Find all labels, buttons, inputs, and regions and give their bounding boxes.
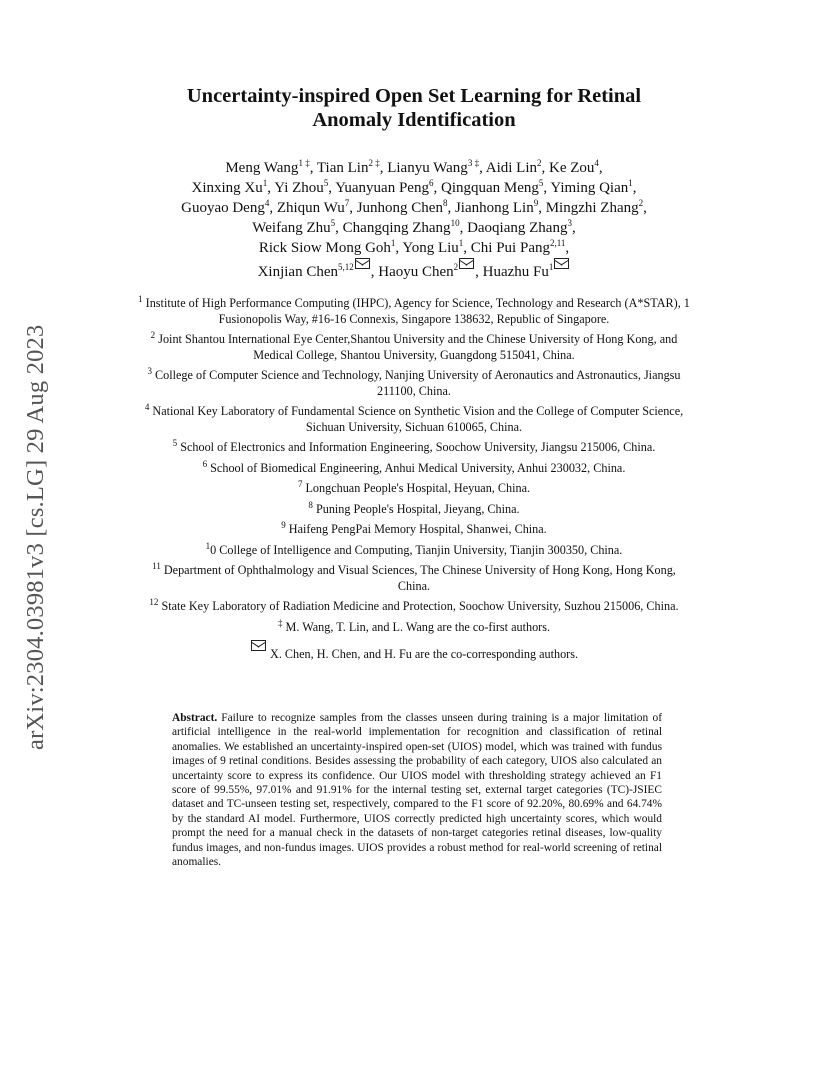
author: Qingquan Meng$^5$ xyxy=(440,178,544,196)
corresponding-author-note: X. Chen, H. Chen, and H. Fu are the co-corresponding authors. xyxy=(136,640,692,663)
author: Meng Wang$^{1 \ddagger}$ xyxy=(225,158,310,176)
affiliation: $^3$ College of Computer Science and Technology, Nanjing University of Aeronautics and Astronautics, Jiangsu 211100, China. xyxy=(147,365,681,398)
envelope-icon xyxy=(459,258,474,269)
abstract-text: Failure to recognize samples from the classes unseen during training is a major limitation of artificial intelligence in the real-world implementation for recognition and classification of retinal anomalies. We established an uncertainty-inspired open-set (UIOS) model, which was trained with fundus images of 9 retinal conditions. Besides assessing the probability of each category, UIOS also calculated an uncertainty score to express its confidence. Our UIOS model with thresholding strategy achieved an F1 score of 99.55%, 97.01% and 91.91% for the internal testing set, external target categories (TC)-JSIEC dataset and TC-unseen testing set, respectively, compared to the F1 score of 92.20%, 80.69% and 64.74% by the standard AI model. Furthermore, UIOS correctly predicted high uncertainty scores, which would prompt the need for a manual check in the datasets of non-target categories retinal diseases, low-quality fundus images, and non-fundus images. UIOS provides a robust method for real-world screening of retinal anomalies. xyxy=(172,712,662,869)
author: Haoyu Chen$^2$ xyxy=(378,264,475,280)
affiliation: $^2$ Joint Shantou International Eye Center,Shantou University and the Chinese University of Hong Kong, and Medical College, Shantou University, Guangdong 515041, China. xyxy=(150,329,678,362)
affiliation: $^1$ Institute of High Performance Computing (IHPC), Agency for Science, Technology and Research (A*STAR), 1 Fusionopolis Way, #16-16 Connexis, Singapore 138632, Republic of Singapore. xyxy=(138,293,690,326)
author: Xinxing Xu$^1$ xyxy=(191,178,268,196)
affiliation: $^1$0 College of Intelligence and Computing, Tianjin University, Tianjin 300350, China. xyxy=(205,540,623,557)
author-list: Meng Wang$^{1 \ddagger}$, Tian Lin$^{2 \ddagger}$, Lianyu Wang$^{3 \ddagger}$, Aidi Lin$^2$, Ke Zou$^4$, Xinxing Xu$^1$, Yi Zhou$^5$, Yuanyuan Peng$^6$, Qingquan Meng$^5$, Yiming Qian$^1$, Guoyao Deng$^4$, Zhiqun Wu$^7$, Junhong Chen$^8$, Jianhong Lin$^9$, Mingzhi Zhang$^2$, Weifang Zhu$^5$, Changqing Zhang$^{10}$, Daoqiang Zhang$^3$, Rick Siow Mong Goh$^1$, Yong Liu$^1$, Chi Pui Pang$^{2,11}$, Xinjian Chen$^{5,12}$ , Haoyu Chen$^2$ , Huazhu Fu$^1$ xyxy=(181,158,647,280)
abstract xyxy=(172,711,662,869)
affiliation: $^{12}$ State Key Laboratory of Radiation Medicine and Protection, Soochow University, Suzhou 215006, China. xyxy=(149,596,679,613)
paper-title xyxy=(0,84,828,132)
author: Junhong Chen$^8$ xyxy=(356,198,448,216)
affiliation: $^7$ Longchuan People's Hospital, Heyuan, China. xyxy=(297,478,531,495)
author: Huazhu Fu$^1$ xyxy=(483,264,571,280)
affiliation: $^9$ Haifeng PengPai Memory Hospital, Shanwei, China. xyxy=(281,519,547,536)
envelope-icon xyxy=(355,258,370,269)
affiliation: $^{11}$ Department of Ophthalmology and Visual Sciences, The Chinese University of Hong Kong, Hong Kong, China. xyxy=(152,560,676,593)
author: Yi Zhou$^5$ xyxy=(274,178,329,196)
author: Weifang Zhu$^5$ xyxy=(252,218,336,236)
co-first-author-note: ‡ M. Wang, T. Lin, and L. Wang are the co-first authors. xyxy=(277,617,551,634)
title-line-2: Anomaly Identification xyxy=(312,109,516,131)
envelope-icon xyxy=(251,640,266,651)
author: Aidi Lin$^2$ xyxy=(485,158,542,176)
title-line-1: Uncertainty-inspired Open Set Learning for Retinal xyxy=(186,85,642,107)
arxiv-identifier-stamp: arXiv:2304.03981v3 [cs.LG] 29 Aug 2023 xyxy=(22,324,49,750)
affiliation: $^6$ School of Biomedical Engineering, Anhui Medical University, Anhui 230032, China. xyxy=(202,458,626,475)
author: Daoqiang Zhang$^3$ xyxy=(467,218,572,236)
author: Zhiqun Wu$^7$ xyxy=(276,198,350,216)
author: Rick Siow Mong Goh$^1$ xyxy=(258,238,396,256)
affiliation-list xyxy=(136,293,692,668)
affiliation: $^8$ Puning People's Hospital, Jieyang, China. xyxy=(308,499,520,516)
author: Yong Liu$^1$ xyxy=(402,238,464,256)
author: Yiming Qian$^1$ xyxy=(550,178,633,196)
author: Mingzhi Zhang$^2$ xyxy=(545,198,644,216)
affiliation: $^4$ National Key Laboratory of Fundamental Science on Synthetic Vision and the College of Computer Science, Sichuan University, Sichuan 610065, China. xyxy=(144,401,684,434)
author: Yuanyuan Peng$^6$ xyxy=(335,178,434,196)
author: Lianyu Wang$^{3 \ddagger}$ xyxy=(387,158,480,176)
author: Ke Zou$^4$ xyxy=(549,158,599,176)
affiliation: $^5$ School of Electronics and Information Engineering, Soochow University, Jiangsu 215006, China. xyxy=(172,437,656,454)
author: Tian Lin$^{2 \ddagger}$ xyxy=(316,158,380,176)
author: Guoyao Deng$^4$ xyxy=(181,198,270,216)
author: Changqing Zhang$^{10}$ xyxy=(342,218,460,236)
author: Chi Pui Pang$^{2,11}$ xyxy=(470,238,566,256)
abstract-label: Abstract. xyxy=(172,712,218,724)
envelope-icon xyxy=(554,258,569,269)
author: Jianhong Lin$^9$ xyxy=(454,198,539,216)
author: Xinjian Chen$^{5,12}$ xyxy=(258,264,371,280)
